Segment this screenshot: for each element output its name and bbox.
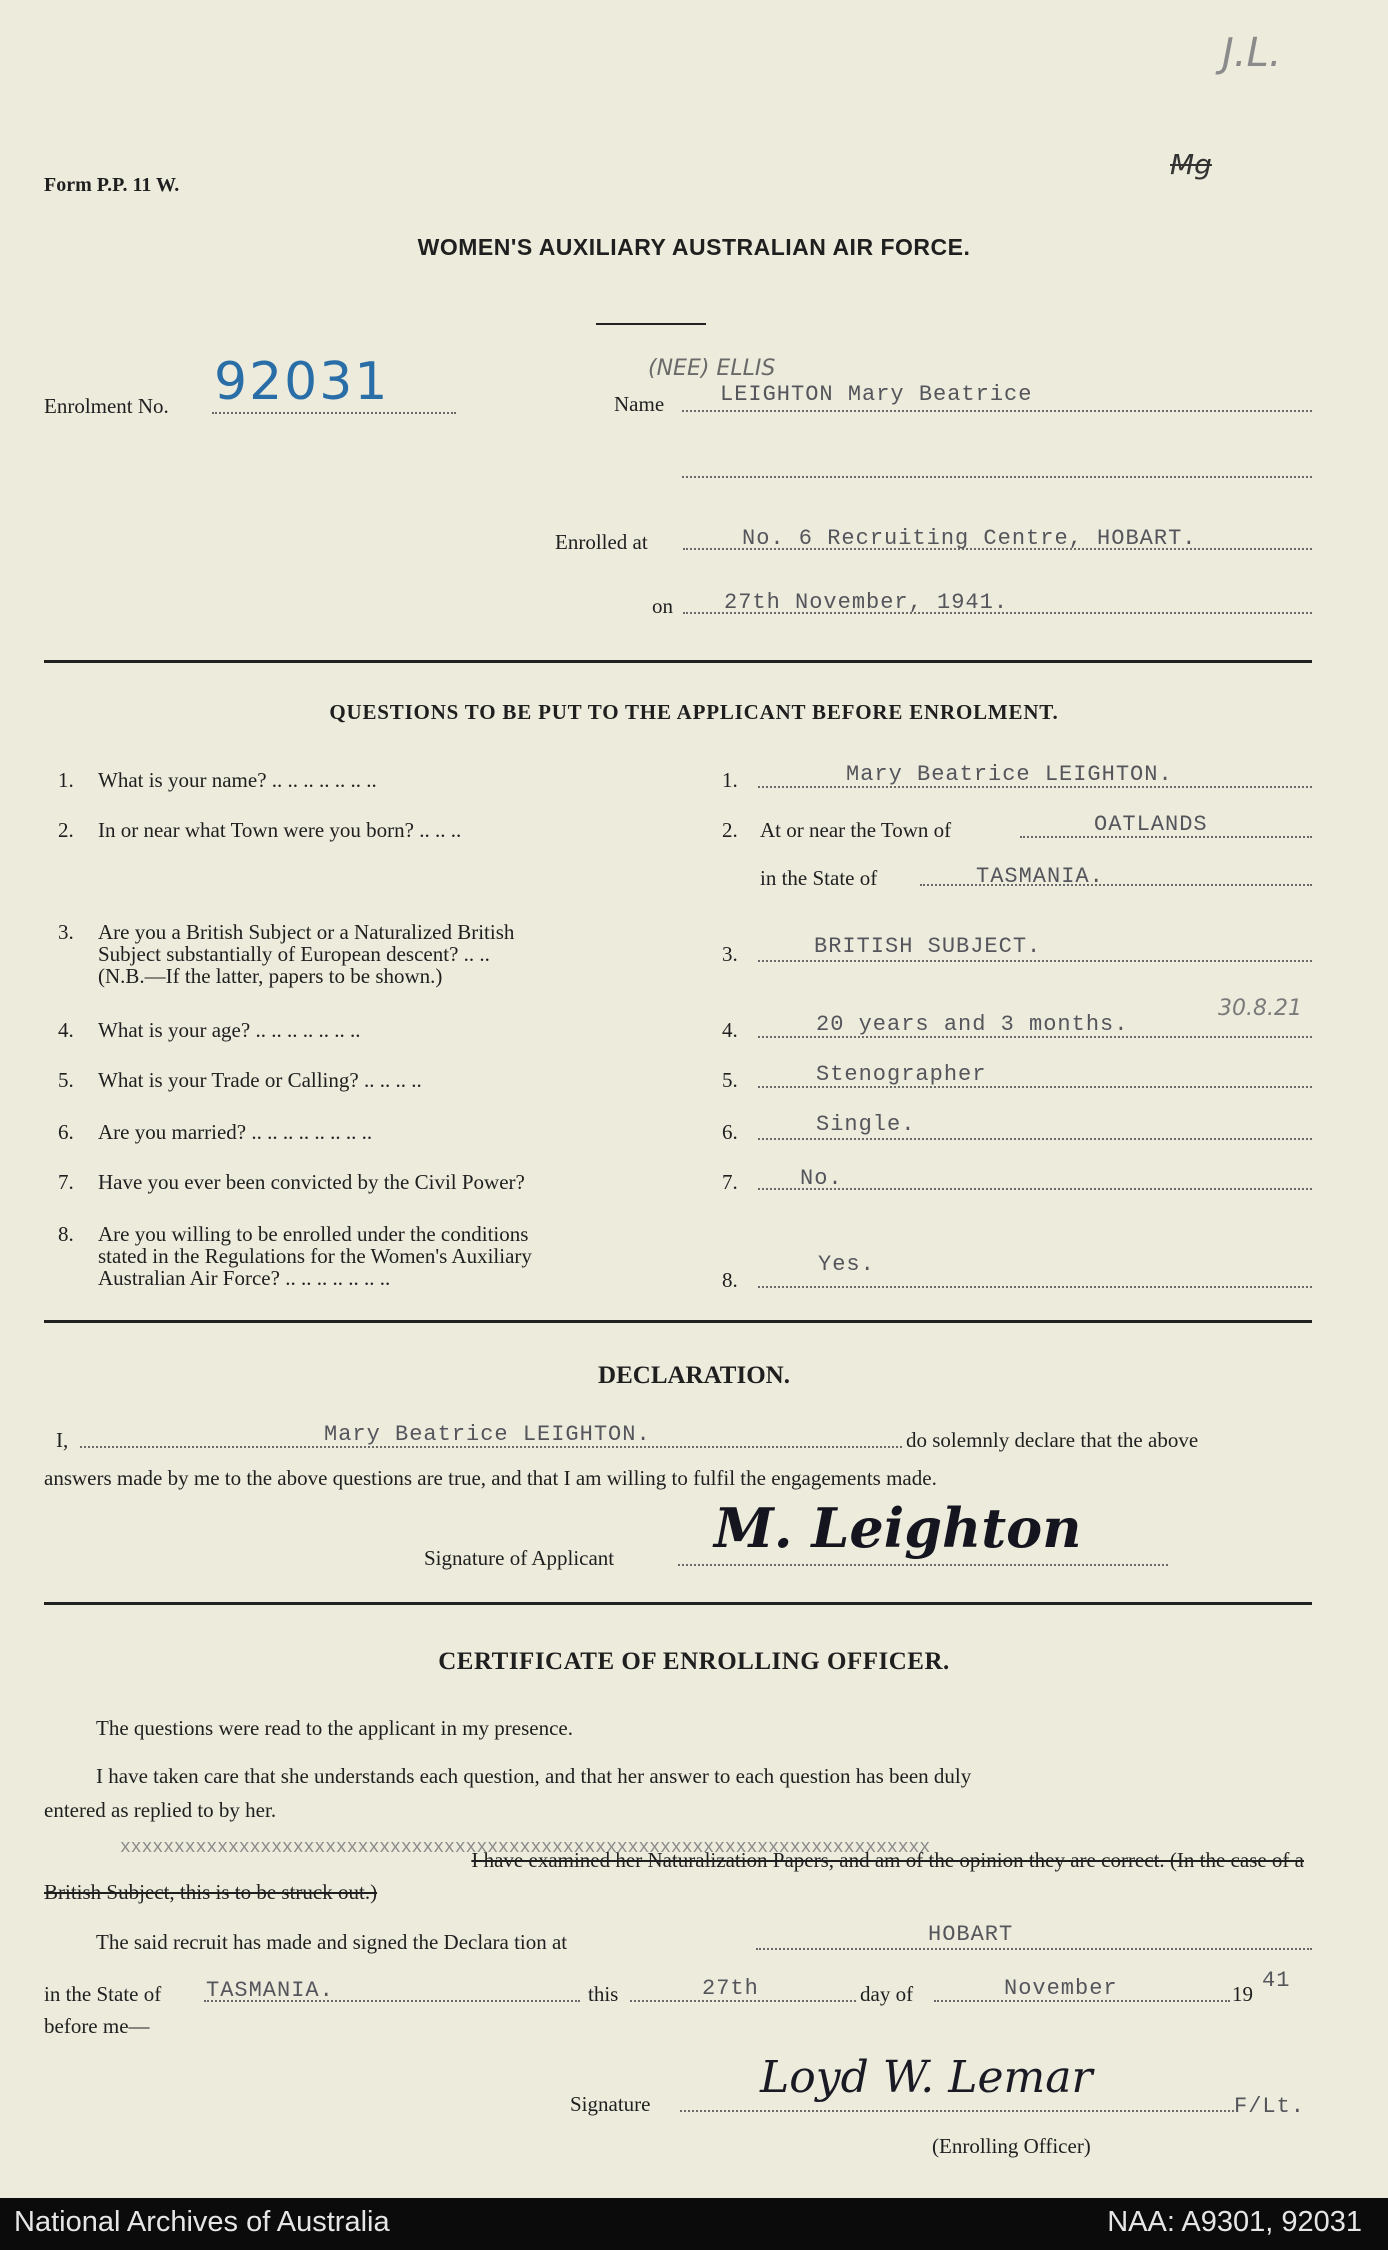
answer-6-line xyxy=(758,1138,1312,1140)
state-label: in the State of xyxy=(44,1982,162,2006)
before-me-label: before me— xyxy=(44,2014,150,2038)
name-line xyxy=(682,410,1312,412)
answer-3-value: BRITISH SUBJECT. xyxy=(814,934,1042,959)
answer-2-town: OATLANDS xyxy=(1094,812,1208,837)
declaration-heading: DECLARATION. xyxy=(598,1362,790,1389)
certificate-place: HOBART xyxy=(928,1922,1014,1947)
footer-reference: NAA: A9301, 92031 xyxy=(1107,2206,1362,2238)
answer-2-state-prefix: in the State of xyxy=(760,866,878,890)
section-rule xyxy=(44,1602,1312,1605)
certificate-para-2-line-2: entered as replied to by her. xyxy=(44,1798,277,1822)
officer-caption: (Enrolling Officer) xyxy=(932,2134,1091,2158)
certificate-para-3-line-2: British Subject, this is to be struck out.) xyxy=(44,1880,378,1904)
year-suffix: 41 xyxy=(1262,1968,1291,1993)
applicant-signature-line xyxy=(678,1564,1168,1566)
certificate-state: TASMANIA. xyxy=(206,1978,334,2003)
handwritten-annotation: J.L. xyxy=(1222,30,1282,76)
answer-2-state: TASMANIA. xyxy=(976,864,1104,889)
title-divider xyxy=(596,323,706,325)
officer-signature: Loyd W. Lemar xyxy=(760,2052,1093,2103)
place-line xyxy=(756,1948,1312,1950)
answer-1-number: 1. xyxy=(722,768,738,792)
enrolment-number-label: Enrolment No. xyxy=(44,394,169,418)
declaration-text-1: do solemnly declare that the above xyxy=(906,1428,1199,1452)
answer-8-line xyxy=(758,1286,1312,1288)
year-prefix: 19 xyxy=(1232,1982,1253,2006)
answer-4-number: 4. xyxy=(722,1018,738,1042)
footer-archive-name: National Archives of Australia xyxy=(14,2206,390,2238)
certificate-heading: CERTIFICATE OF ENROLLING OFFICER. xyxy=(438,1648,950,1675)
answer-6-value: Single. xyxy=(816,1112,916,1137)
name-note: (NEE) ELLIS xyxy=(648,356,776,381)
officer-signature-line xyxy=(680,2110,1234,2112)
enrolled-at-value: No. 6 Recruiting Centre, HOBART. xyxy=(742,526,1197,551)
form-page: Form P.P. 11 W. J.L. Mg WOMEN'S AUXILIARY AUSTRALIAN AIR FORCE. Enrolment No. 92031 Name (NEE) ELLIS LEIGHTON Mary Beatrice Enrolled at No. 6 Recruiting Centre, HOBART. on 27th November, 1941. QUESTIONS TO BE PUT TO THE APPLICANT BEFORE ENROLMENT. 1. What is your name? .. .. .. .. .. .. .. 1. Mary Beatrice LEIGHTON. 2. In or near what Town were you born? .. .. .. 2. At or near the Town of OATLANDS in the State of TASMANIA. 3. Are you a British Subject or a Naturalized British Subject substantially of European descent? .. .. (N.B.—If the latter, papers to be shown.) 3. BRITISH SUBJECT. 4. What is your age? .. .. .. .. .. .. .. 4. 20 years and 3 months. 30.8.21 5. What is your Trade or Calling? .. .. .. .. 5. Stenographer 6. Are you married? .. .. .. .. .. .. .. .. 6. Single. 7. Have you ever been convicted by the Civil Power? 7. No. 8. Are you willing to be enrolled under the conditions stated in the Regulations for the Women's Auxiliary Australian Air Force? .. .. .. .. .. .. .. 8. Yes. DECLARATION. I, Mary Beatrice LEIGHTON. do solemnly declare that the above answers made by me to the above questions are true, and that I am willing to fulfil the engagements made. Signature of Applicant M. Leighton CERTIFICATE OF ENROLLING OFFICER. The questions were read to the applicant in my presence. I have taken care that she understands each question, and that her answer to each question has been duly entered as replied to by her. I have examined her Naturalization Papers, and am of the opinion they are correct. (In the case of a xxxxxxxxxxxxxxxxxxxxxxxxxxxxxxxxxxxxxxxxxxxxxxxxxxxxxxxxxxxxxxxxxxxxxxxxxxx British Subject, this is to be struck out.) The said recruit has made and signed the Declara tion at HOBART in the State of TASMANIA. this 27th day of November 19 41 before me— Signature Loyd W. Lemar F/Lt. (Enrolling Officer) xyxy=(0,0,1388,2198)
answer-3-line xyxy=(758,960,1312,962)
certificate-para-2-line-1: I have taken care that she understands each question, and that her answer to each question has been duly xyxy=(96,1764,972,1788)
answer-8-number: 8. xyxy=(722,1268,738,1292)
questions-heading: QUESTIONS TO BE PUT TO THE APPLICANT BEFORE ENROLMENT. xyxy=(329,700,1059,724)
answer-5-number: 5. xyxy=(722,1068,738,1092)
declaration-prefix: I, xyxy=(56,1428,69,1452)
enrolment-number-line xyxy=(212,412,456,414)
applicant-signature: M. Leighton xyxy=(714,1496,1082,1560)
declaration-text-2: answers made by me to the above questions are true, and that I am willing to fulfil the engagements made. xyxy=(44,1466,937,1490)
answer-7-number: 7. xyxy=(722,1170,738,1194)
certificate-month: November xyxy=(1004,1976,1118,2001)
on-value: 27th November, 1941. xyxy=(724,590,1009,615)
answer-4-note: 30.8.21 xyxy=(1218,996,1302,1021)
this-label: this xyxy=(588,1982,619,2006)
certificate-para-4: The said recruit has made and signed the Declara tion at xyxy=(96,1930,568,1954)
name-value: LEIGHTON Mary Beatrice xyxy=(720,382,1033,407)
section-rule xyxy=(44,660,1312,663)
applicant-signature-label: Signature of Applicant xyxy=(424,1546,615,1570)
answer-7-value: No. xyxy=(800,1166,843,1191)
strikeout-marks: xxxxxxxxxxxxxxxxxxxxxxxxxxxxxxxxxxxxxxxxxxxxxxxxxxxxxxxxxxxxxxxxxxxxxxxxxxx xyxy=(120,1838,931,1858)
section-rule xyxy=(44,1320,1312,1323)
answer-3-number: 3. xyxy=(722,942,738,966)
answer-2-number: 2. xyxy=(722,818,738,842)
name-label: Name xyxy=(614,392,665,416)
officer-rank: F/Lt. xyxy=(1234,2094,1306,2119)
answer-1-value: Mary Beatrice LEIGHTON. xyxy=(846,762,1173,787)
answer-2-prefix: At or near the Town of xyxy=(760,818,952,842)
answer-8-value: Yes. xyxy=(818,1252,875,1277)
enrolled-at-label: Enrolled at xyxy=(555,530,648,554)
certificate-para-3-line-1: I have examined her Naturalization Papers, and am of the opinion they are correct. (In the case of a xyxy=(471,1848,1304,1872)
officer-signature-label: Signature xyxy=(570,2092,651,2116)
on-label: on xyxy=(652,594,673,618)
declaration-name: Mary Beatrice LEIGHTON. xyxy=(324,1422,651,1447)
answer-4-value: 20 years and 3 months. xyxy=(816,1012,1129,1037)
form-number: Form P.P. 11 W. xyxy=(44,174,180,196)
handwritten-initials: Mg xyxy=(1170,148,1212,181)
name-line-2 xyxy=(682,476,1312,478)
day-of-label: day of xyxy=(860,1982,914,2006)
form-title: WOMEN'S AUXILIARY AUSTRALIAN AIR FORCE. xyxy=(417,234,971,260)
certificate-day: 27th xyxy=(702,1976,759,2001)
answer-5-value: Stenographer xyxy=(816,1062,987,1087)
certificate-para-1: The questions were read to the applicant in my presence. xyxy=(96,1716,573,1740)
enrolment-number-value: 92031 xyxy=(214,352,390,412)
answer-6-number: 6. xyxy=(722,1120,738,1144)
